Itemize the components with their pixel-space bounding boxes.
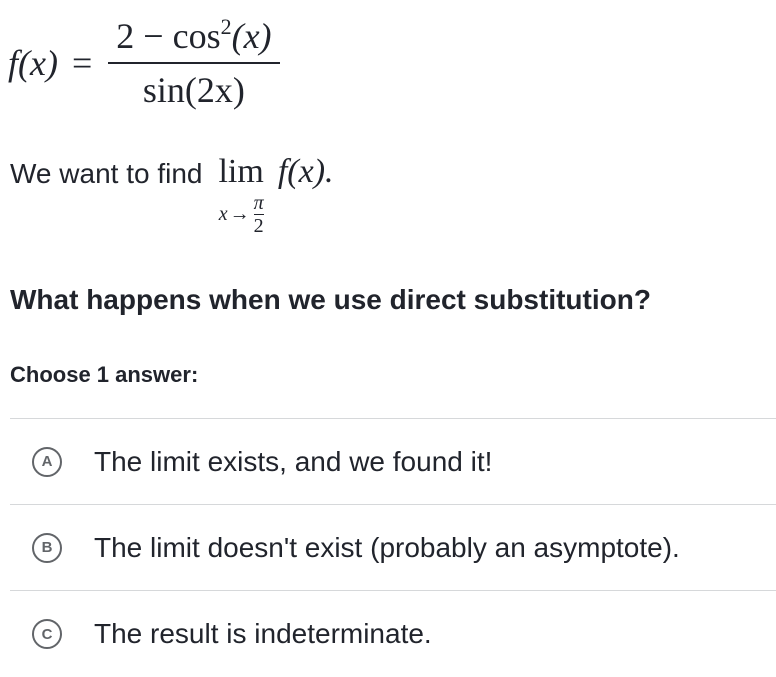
question-text: What happens when we use direct substitution? — [10, 284, 651, 315]
function-lhs: f(x) — [8, 43, 58, 83]
choice-c[interactable] — [10, 591, 776, 677]
lim-word: lim — [218, 153, 264, 190]
two-denominator: 2 — [253, 215, 264, 237]
limit-intro-text: We want to find — [10, 158, 203, 189]
arrow-icon: → — [229, 203, 250, 225]
choice-a-text: The limit exists, and we found it! — [94, 445, 493, 477]
numerator-exponent: 2 — [220, 14, 232, 39]
limit-operator — [218, 150, 263, 237]
function-fraction — [108, 16, 279, 110]
answer-choices — [10, 418, 776, 677]
choice-b[interactable] — [10, 505, 776, 591]
fraction-denominator: sin(2x) — [142, 70, 245, 110]
numerator-const: 2 − cos — [116, 16, 221, 56]
choice-b-text: The limit doesn't exist (probably an asymptote). — [94, 531, 680, 563]
choice-c-radio[interactable]: C — [32, 619, 62, 649]
choose-answer-label: Choose 1 answer: — [10, 362, 199, 387]
choice-a-radio[interactable]: A — [32, 447, 62, 477]
limit-statement — [10, 150, 334, 246]
fraction-numerator — [108, 16, 279, 62]
pi-over-two — [254, 192, 264, 237]
pi-numerator: π — [253, 192, 264, 214]
limit-variable: x — [218, 203, 228, 225]
equals-sign: = — [71, 43, 93, 83]
choice-b-radio[interactable]: B — [32, 533, 62, 563]
function-definition — [8, 10, 280, 116]
limit-expression: f(x). — [277, 153, 334, 190]
limit-subscript — [219, 192, 264, 237]
choice-c-text: The result is indeterminate. — [94, 618, 432, 649]
numerator-arg: (x) — [231, 16, 272, 56]
choice-a[interactable] — [10, 419, 776, 505]
